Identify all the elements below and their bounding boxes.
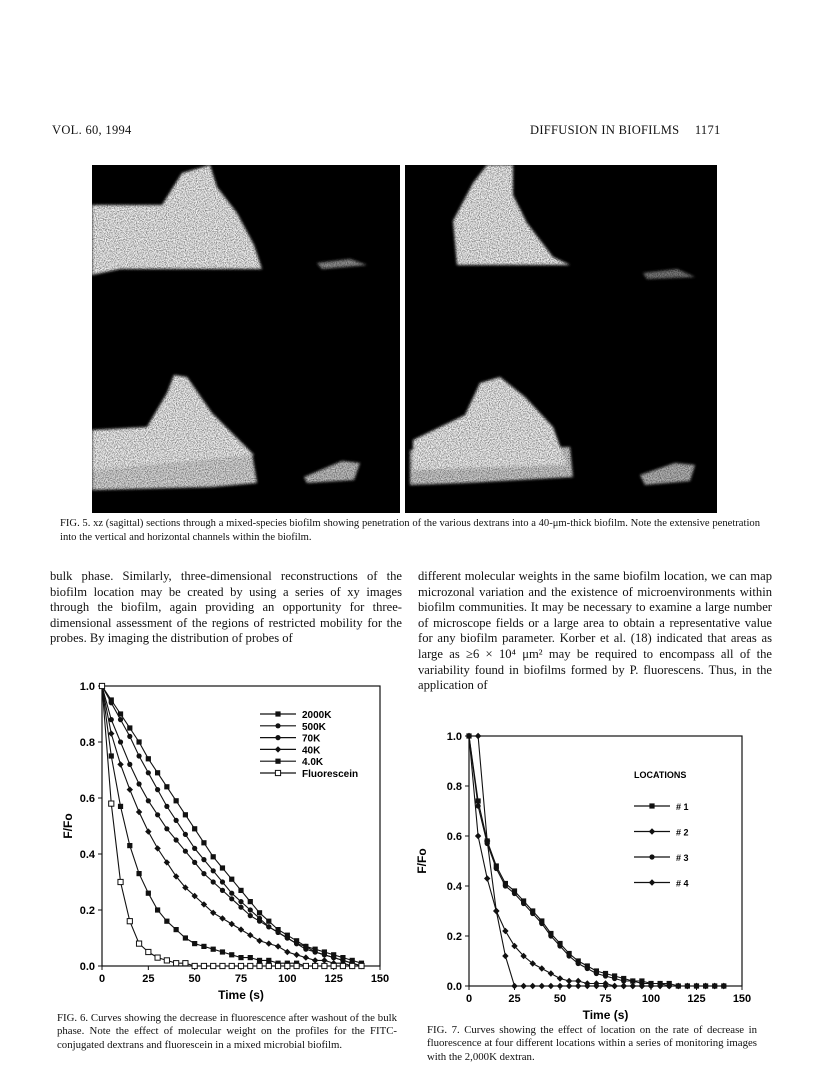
fig6-y-tick-label: 0.0 (79, 961, 95, 973)
fig6-x-tick-label: 50 (188, 973, 201, 985)
fig6-data-point (99, 683, 104, 688)
fig6-data-point (155, 907, 160, 912)
fig6-data-point (174, 818, 179, 823)
fig6-data-point (118, 879, 123, 884)
fig6-legend-label: 4.0K (302, 757, 324, 769)
fig7-legend-marker (649, 803, 654, 808)
fig7-y-tick-label: 0.4 (446, 881, 462, 893)
fig6-data-point (201, 871, 206, 876)
fig7-y-axis-label: F/Fo (415, 848, 429, 874)
fig7-x-tick-label: 100 (641, 993, 661, 1005)
fig7-data-point (530, 983, 536, 989)
fig6-data-point (248, 963, 253, 968)
fig7-legend-label: # 4 (676, 878, 689, 889)
fig6-data-point (238, 888, 243, 893)
fig7-legend-label: # 1 (676, 802, 689, 812)
fig7-data-point (566, 983, 572, 989)
fig6-data-point (146, 770, 151, 775)
fig6-data-point (220, 949, 225, 954)
fig6-x-axis-label: Time (s) (218, 988, 264, 1002)
fig6-data-point (303, 963, 308, 968)
fig6-data-point (192, 941, 197, 946)
fig6-data-point (257, 958, 262, 963)
fig6-legend-marker (275, 770, 280, 775)
fig7-data-point (567, 953, 572, 958)
fig6-data-point (220, 888, 225, 893)
fig6-data-point (247, 932, 253, 938)
fig7-x-tick-label: 125 (687, 993, 706, 1005)
fig6-data-point (322, 963, 327, 968)
fig6-data-point (192, 963, 197, 968)
fig6-data-point (164, 919, 169, 924)
fig6-data-point (248, 913, 253, 918)
fig6-data-point (183, 832, 188, 837)
fig6-data-point (146, 891, 151, 896)
fig6-data-point (201, 857, 206, 862)
fig7-caption: FIG. 7. Curves showing the effect of location on the rate of decrease in fluorescence at four different locations within a series of monitoring images with the 2,000K dextran. (427, 1024, 757, 1063)
fig7-data-point (511, 983, 517, 989)
fig6-data-point (183, 935, 188, 940)
fig6-data-point (285, 963, 290, 968)
fig6-data-point (201, 944, 206, 949)
fig6-legend-label: 40K (302, 745, 321, 757)
fig7-x-tick-label: 0 (465, 993, 473, 1005)
fig7-data-point (503, 883, 508, 888)
fig7-data-point (557, 983, 563, 989)
fig6-data-point (155, 812, 160, 817)
fig7-legend-title: LOCATIONS (634, 770, 687, 780)
fig6-data-point (127, 919, 132, 924)
fig7-data-point (502, 953, 508, 959)
fig6-data-point (331, 963, 336, 968)
fig7-y-tick-label: 0.0 (446, 981, 462, 993)
fig7-data-point (493, 908, 499, 914)
fig7-y-tick-label: 0.6 (446, 831, 462, 843)
fig6-plot-frame (102, 686, 380, 966)
fig6-y-tick-label: 0.4 (79, 849, 95, 861)
fig7-data-point (476, 803, 481, 808)
fig6-data-point (220, 963, 225, 968)
fig6-legend-marker (275, 735, 280, 740)
fig6-data-point (229, 921, 235, 927)
fig7-y-tick-label: 1.0 (446, 731, 462, 743)
fig6-data-point (322, 952, 327, 957)
fig6-legend-label: 500K (302, 721, 326, 733)
fig6-data-point (256, 938, 262, 944)
fig6-data-point (118, 804, 123, 809)
fig6-x-tick-label: 150 (370, 973, 390, 985)
fig6-data-point (174, 837, 179, 842)
fig6-data-point (321, 957, 327, 963)
fig6-data-point (154, 845, 160, 851)
fig6-data-point (359, 963, 364, 968)
fig6-data-point (284, 949, 290, 955)
fig7-data-point (612, 976, 617, 981)
fig7-x-tick-label: 75 (599, 993, 612, 1005)
fig6-data-point (313, 963, 318, 968)
fig6-data-point (331, 955, 336, 960)
journal-section-title: DIFFUSION IN BIOFILMS (530, 123, 680, 137)
fig6-data-point (266, 940, 272, 946)
fig6-data-point (164, 784, 169, 789)
fig7-data-point (520, 983, 526, 989)
fig6-data-point (155, 955, 160, 960)
fig6-data-point (164, 826, 169, 831)
fig6-caption: FIG. 6. Curves showing the decrease in fluorescence after washout of the bulk phase. Note the effect of molecular weight on the profiles for the FITC-conjugated dextrans and fluorescein in a mixed microbial biofilm. (57, 1012, 397, 1051)
fig6-data-point (229, 896, 234, 901)
fig6-data-point (109, 753, 114, 758)
fig6-data-point (109, 801, 114, 806)
fig7-data-point (557, 943, 562, 948)
fig7-plot-frame (469, 736, 742, 986)
fig6-data-point (313, 949, 318, 954)
fig6-data-point (127, 734, 132, 739)
fig6-data-point (136, 941, 141, 946)
fig7-data-point (557, 975, 563, 981)
fig6-data-point (146, 798, 151, 803)
fig6-x-tick-label: 0 (98, 973, 106, 985)
fig7-data-point (630, 983, 636, 989)
fig6-data-point (294, 941, 299, 946)
fig6-legend-label: Fluorescein (302, 769, 359, 780)
fig6-data-point (164, 804, 169, 809)
fig6-data-point (238, 955, 243, 960)
fig6-data-point (127, 843, 132, 848)
fig6-data-point (238, 905, 243, 910)
fig6-legend-marker (275, 711, 280, 716)
fig7-data-point (548, 933, 553, 938)
fig6-data-point (229, 877, 234, 882)
fig7-data-point (539, 921, 544, 926)
fig6-data-point (229, 963, 234, 968)
fig6-y-axis-label: F/Fo (61, 813, 75, 839)
fig7-data-point (521, 901, 526, 906)
fig6-data-point (285, 935, 290, 940)
fig7-data-point (621, 983, 627, 989)
fig7-data-point (603, 973, 608, 978)
fig6-data-point (145, 828, 151, 834)
fig6-data-point (127, 762, 132, 767)
fig6-data-point (192, 846, 197, 851)
fig6-data-point (174, 927, 179, 932)
fig6-data-point (266, 963, 271, 968)
fig6-data-point (127, 786, 133, 792)
fig6-y-tick-label: 0.2 (79, 905, 95, 917)
fig7-data-point (548, 970, 554, 976)
fig7-data-point (512, 891, 517, 896)
fig7-y-tick-label: 0.2 (446, 931, 462, 943)
fig6-y-tick-label: 1.0 (79, 681, 95, 693)
fig7-data-point (530, 911, 535, 916)
fig6-x-tick-label: 25 (142, 973, 155, 985)
fig6-data-point (266, 924, 271, 929)
fig7-legend-marker (649, 854, 654, 859)
fig6-legend-marker (275, 746, 281, 752)
fig6-data-point (275, 963, 280, 968)
fig6-data-point (257, 919, 262, 924)
fig6-data-point (248, 899, 253, 904)
fig6-x-tick-label: 125 (324, 973, 343, 985)
fig6-data-point (220, 865, 225, 870)
fig6-y-tick-label: 0.6 (79, 793, 95, 805)
fig6-data-point (127, 725, 132, 730)
fig6-data-point (211, 963, 216, 968)
fig6-data-point (211, 879, 216, 884)
fig6-data-point (248, 955, 253, 960)
fig6-data-point (303, 944, 308, 949)
fig6-data-point (257, 963, 262, 968)
fig6-data-point (211, 868, 216, 873)
fig6-data-point (293, 952, 299, 958)
fig7-data-point (585, 966, 590, 971)
fig6-data-point (136, 739, 141, 744)
fig7-y-tick-label: 0.8 (446, 781, 462, 793)
fig6-data-point (238, 899, 243, 904)
fig6-legend-label: 70K (302, 733, 321, 745)
fig6-data-point (211, 947, 216, 952)
fig6-data-point (174, 798, 179, 803)
fig6-data-point (201, 963, 206, 968)
fig6-data-point (229, 952, 234, 957)
body-text-left-column: bulk phase. Similarly, three-dimensional reconstructions of the biofilm location may be created by using a series of xy images through the biofilm, again providing an opportunity for three-dimensional assessment of the regions of restricted mobility for the probes. By imaging the distribution of probes of (50, 569, 402, 646)
fig7-legend-label: # 3 (676, 853, 689, 863)
fig7-data-point (475, 833, 481, 839)
fig6-data-point (146, 949, 151, 954)
fig7-data-point (575, 983, 581, 989)
fig7-data-point (594, 971, 599, 976)
fig6-data-point (219, 915, 225, 921)
fig6-data-point (117, 761, 123, 767)
fig6-data-point (238, 963, 243, 968)
fig7-x-axis-label: Time (s) (582, 1008, 629, 1022)
fig6-data-point (155, 770, 160, 775)
fig6-data-point (201, 840, 206, 845)
fig6-x-tick-label: 100 (278, 973, 297, 985)
fig6-data-point (220, 879, 225, 884)
fig6-legend-label: 2000K (302, 710, 332, 721)
fig7-data-point (502, 928, 508, 934)
fig6-x-tick-label: 75 (234, 973, 248, 985)
fig6-data-point (164, 958, 169, 963)
fig6-y-tick-label: 0.8 (79, 737, 95, 749)
fig6-data-point (192, 860, 197, 865)
fig7-legend-marker (649, 828, 655, 834)
fig6-data-point (266, 958, 271, 963)
fig6-data-point (155, 787, 160, 792)
running-header-volume: VOL. 60, 1994 (52, 123, 132, 137)
fig6-legend-marker (275, 723, 280, 728)
fig6-data-point (183, 961, 188, 966)
fig7-chart (412, 726, 757, 1022)
fig6-data-point (136, 781, 141, 786)
fig6-data-point (118, 717, 123, 722)
fig7-legend-marker (649, 879, 655, 885)
fig6-data-point (275, 943, 281, 949)
running-header-title (530, 123, 721, 138)
fig6-data-point (136, 753, 141, 758)
fig5-micrograph-right (405, 165, 717, 513)
fig6-data-point (183, 812, 188, 817)
fig6-data-point (136, 809, 142, 815)
fig7-data-point (475, 733, 481, 739)
fig6-data-point (174, 961, 179, 966)
fig5-caption: FIG. 5. xz (sagittal) sections through a mixed-species biofilm showing penetration of the various dextrans into a 40-μm-thick biofilm. Note the extensive penetration into the vertical and horizontal channels within the biofilm. (60, 518, 760, 543)
page-number: 1171 (694, 123, 721, 137)
fig6-data-point (183, 849, 188, 854)
fig6-data-point (312, 957, 318, 963)
fig5-micrograph-left (92, 165, 400, 513)
fig6-data-point (248, 907, 253, 912)
fig7-x-tick-label: 150 (732, 993, 752, 1005)
fig6-data-point (211, 854, 216, 859)
fig6-data-point (146, 756, 151, 761)
fig6-data-point (118, 739, 123, 744)
fig6-legend-marker (275, 759, 280, 764)
fig7-x-tick-label: 50 (553, 993, 567, 1005)
fig7-data-point (548, 983, 554, 989)
fig7-data-point (494, 866, 499, 871)
fig6-data-point (275, 930, 280, 935)
fig6-data-point (340, 963, 345, 968)
fig7-x-tick-label: 25 (508, 993, 521, 1005)
fig7-data-point (611, 983, 617, 989)
fig7-data-point (576, 961, 581, 966)
fig6-data-point (294, 963, 299, 968)
fig6-data-point (238, 926, 244, 932)
fig6-data-point (192, 826, 197, 831)
fig6-data-point (303, 954, 309, 960)
fig6-chart (60, 676, 400, 1008)
fig7-data-point (484, 875, 490, 881)
fig6-data-point (136, 871, 141, 876)
fig6-data-point (109, 700, 114, 705)
body-text-right-column: different molecular weights in the same biofilm location, we can map microzonal variation and the existence of microenvironments within biofilm communities. It may be necessary to examine a large number of microscope fields or a large area to obtain a representative value for any biofilm parameter. Korber et al. (18) indicated that areas as large as ≥6 × 10⁴ μm² may be required to encompass all of the variability found in biofilms formed by P. fluorescens. Thus, in the application of (418, 569, 772, 693)
fig6-data-point (257, 910, 262, 915)
fig6-data-point (266, 919, 271, 924)
fig6-data-point (229, 891, 234, 896)
fig7-data-point (539, 983, 545, 989)
fig6-data-point (164, 859, 170, 865)
fig7-data-point (539, 965, 545, 971)
fig7-legend-label: # 2 (676, 827, 689, 838)
fig6-data-point (350, 963, 355, 968)
